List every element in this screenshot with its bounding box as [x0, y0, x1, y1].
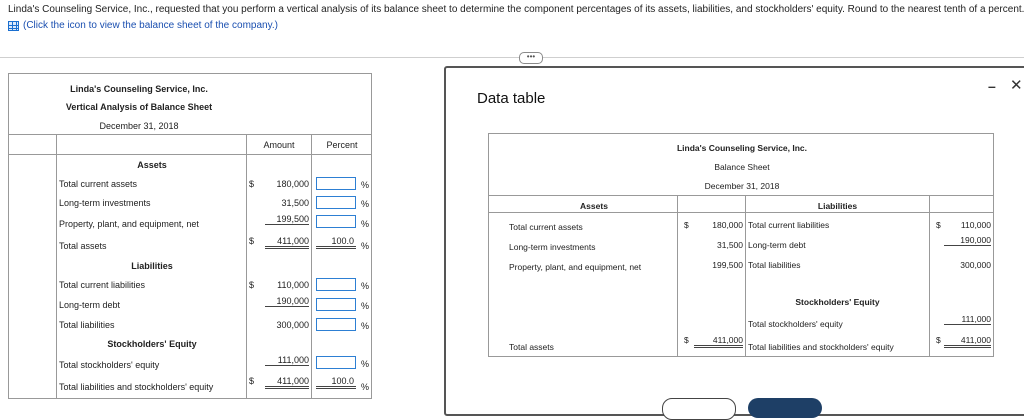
percent-sign: % — [361, 180, 370, 190]
bs-liabilities-heading: Liabilities — [817, 201, 858, 211]
view-balance-sheet-link-text[interactable]: (Click the icon to view the balance sheet of the company.) — [23, 20, 278, 31]
amount-cell: 111,000 — [265, 355, 309, 366]
row-property-plant-equipment: Property, plant, and equipment, net — [59, 219, 199, 229]
percent-value: 100.0 — [316, 376, 356, 389]
print-button[interactable] — [662, 398, 736, 420]
amount-cell: 300,000 — [276, 320, 309, 330]
bs-assets-heading: Assets — [580, 201, 608, 211]
amount-cell: 190,000 — [265, 296, 309, 307]
percent-sign: % — [361, 359, 370, 369]
vertical-analysis-worksheet — [8, 73, 372, 399]
percent-input-total-liabilities[interactable] — [316, 318, 356, 331]
row-long-term-debt: Long-term debt — [59, 300, 121, 310]
percent-input-total-current-liabilities[interactable] — [316, 278, 356, 291]
bs-long-term-investments: Long-term investments — [509, 242, 596, 252]
amount-cell: 110,000 — [277, 280, 309, 290]
stockholders-equity-heading: Stockholders' Equity — [107, 339, 197, 349]
table-icon[interactable] — [8, 21, 19, 31]
bs-property-plant-equipment: Property, plant, and equipment, net — [509, 262, 642, 272]
bs-total-stockholders-equity: Total stockholders' equity — [748, 319, 843, 329]
row-total-current-liabilities: Total current liabilities — [59, 280, 146, 290]
amount-cell: 110,000 — [960, 220, 991, 230]
percent-input-total-stockholders-equity[interactable] — [316, 356, 356, 369]
dollar-sign: $ — [936, 335, 941, 345]
percent-input-long-term-investments[interactable] — [316, 196, 356, 209]
divider — [0, 57, 1024, 58]
dollar-sign: $ — [249, 280, 255, 290]
bs-equity-heading: Stockholders' Equity — [795, 297, 880, 307]
bs-total-liabilities: Total liabilities — [748, 260, 801, 270]
bs-total-current-assets: Total current assets — [509, 222, 583, 232]
dollar-sign: $ — [249, 376, 255, 386]
amount-cell: 180,000 — [276, 179, 309, 189]
dollar-sign: $ — [249, 179, 255, 189]
percent-input-property-plant-equipment[interactable] — [316, 215, 356, 228]
percent-input-long-term-debt[interactable] — [316, 298, 356, 311]
dollar-sign: $ — [936, 220, 941, 230]
dollar-sign: $ — [249, 236, 255, 246]
row-total-stockholders-equity: Total stockholders' equity — [59, 360, 160, 370]
worksheet-title: Vertical Analysis of Balance Sheet — [65, 102, 213, 112]
amount-cell: 180,000 — [712, 220, 743, 230]
percent-sign: % — [361, 281, 370, 291]
amount-cell: 190,000 — [944, 235, 991, 246]
row-total-assets: Total assets — [59, 241, 107, 251]
balance-sheet-table — [488, 133, 994, 357]
view-balance-sheet-link[interactable] — [8, 20, 278, 31]
percent-sign: % — [361, 199, 370, 209]
amount-cell: 411,000 — [265, 376, 309, 389]
percent-input-total-current-assets[interactable] — [316, 177, 356, 190]
amount-cell: 31,500 — [281, 198, 309, 208]
expand-handle[interactable]: ••• — [519, 52, 543, 64]
row-long-term-investments: Long-term investments — [59, 198, 151, 208]
dollar-sign: $ — [684, 220, 689, 230]
percent-sign: % — [361, 301, 370, 311]
amount-cell: 300,000 — [960, 260, 991, 270]
amount-cell: 411,000 — [265, 236, 309, 249]
amount-header: Amount — [263, 140, 295, 150]
close-button[interactable]: ✕ — [1010, 77, 1023, 94]
data-table-title: Data table — [477, 90, 546, 107]
instructions-text: Linda's Counseling Service, Inc., requested that you perform a vertical analysis of its balance sheet to determine the component percentages of its assets, liabilities, and stockholders' equity. Round to the nearest tenth of a percent. — [8, 4, 1024, 15]
percent-sign: % — [361, 382, 370, 392]
amount-cell: 31,500 — [717, 240, 743, 250]
bs-long-term-debt: Long-term debt — [748, 240, 806, 250]
row-total-liabilities-and-equity: Total liabilities and stockholders' equity — [59, 382, 214, 392]
row-total-liabilities: Total liabilities — [59, 320, 115, 330]
done-button[interactable] — [748, 398, 822, 418]
amount-cell: 411,000 — [694, 335, 743, 348]
assets-heading: Assets — [137, 160, 167, 170]
bs-statement: Balance Sheet — [714, 162, 770, 172]
bs-total-liabilities-and-equity: Total liabilities and stockholders' equity — [748, 342, 894, 352]
amount-cell: 111,000 — [944, 314, 991, 325]
percent-sign: % — [361, 321, 370, 331]
amount-cell: 199,500 — [265, 214, 309, 225]
amount-cell: 199,500 — [712, 260, 743, 270]
dollar-sign: $ — [684, 335, 689, 345]
bs-date: December 31, 2018 — [704, 181, 780, 191]
percent-sign: % — [361, 219, 370, 229]
amount-cell: 411,000 — [944, 335, 991, 348]
bs-total-assets: Total assets — [509, 342, 554, 352]
row-total-current-assets: Total current assets — [59, 179, 138, 189]
minimize-button[interactable]: – — [988, 78, 996, 94]
percent-value: 100.0 — [316, 236, 356, 249]
liabilities-heading: Liabilities — [131, 261, 173, 271]
bs-total-current-liabilities: Total current liabilities — [748, 220, 830, 230]
worksheet-company: Linda's Counseling Service, Inc. — [70, 84, 208, 94]
percent-sign: % — [361, 241, 370, 251]
percent-header: Percent — [326, 140, 358, 150]
bs-company: Linda's Counseling Service, Inc. — [676, 143, 808, 153]
worksheet-date: December 31, 2018 — [99, 121, 179, 131]
